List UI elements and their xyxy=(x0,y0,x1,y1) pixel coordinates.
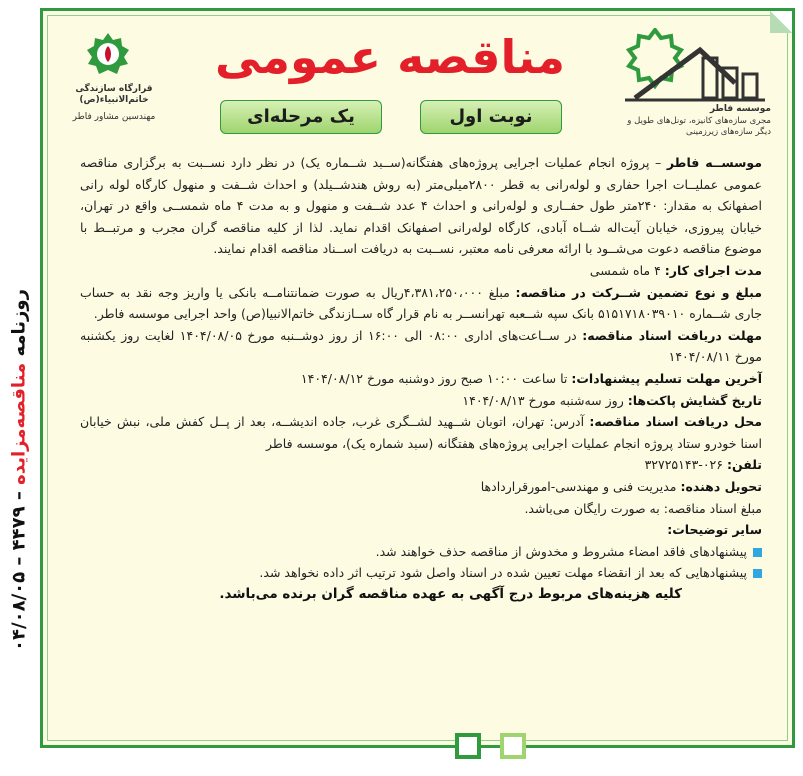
square-bullet-icon xyxy=(753,548,762,557)
decor-square-icon xyxy=(455,733,481,759)
page-title: مناقصه عمومی xyxy=(214,30,565,84)
field-value: تا ساعت ۱۰:۰۰ صبح روز دوشنبه مورخ ۱۴۰۴/۰۸/۱۲ xyxy=(300,370,572,386)
field-doc-deadline xyxy=(80,325,762,368)
left-seal-text: قرارگاه سازندگی خاتم‌الانبیاء(ص) xyxy=(75,84,153,105)
field-address xyxy=(80,411,762,454)
newspaper-strip xyxy=(2,289,36,651)
newspaper-issue: – ۴۴۷۹ – ۰۴/۰۸/۰۵ xyxy=(8,484,30,651)
left-seal-subtitle: مهندسین مشاور فاطر xyxy=(72,112,156,122)
stage-badge: یک مرحله‌ای xyxy=(220,100,382,134)
field-value: مبلغ ۴،۳۸۱،۲۵۰،۰۰۰ریال به صورت ضمانتنامــه بانکی یا واریز وجه نقد به حساب جاری شــماره ۵۱۵۱۷۱۸۰۳۹۰۱۰ بانک سپه شــعبه تهرانســر به نام قرار گاه ســازندگی خاتم‌الانبیا(ص) واحد اجرایی موسسه فاطر. xyxy=(80,284,762,322)
field-value: مدیریت فنی و مهندسی-امورقراردادها xyxy=(480,478,681,494)
final-note: کلیه هزینه‌های مربوط درج آگهی به عهده مناقصه گران برنده می‌باشد. xyxy=(219,585,682,602)
building-logo-icon xyxy=(615,28,775,106)
newspaper-name: روزنامه xyxy=(8,289,30,357)
field-guarantee xyxy=(80,282,762,325)
field-label: تلفن: xyxy=(726,457,762,473)
field-label: محل دریافت اسناد مناقصه: xyxy=(589,414,763,430)
field-label: مدت اجرای کار: xyxy=(664,262,762,278)
left-seal xyxy=(64,32,164,142)
square-bullet-icon xyxy=(753,569,762,578)
decor-square-icon xyxy=(500,733,526,759)
doc-price: مبلغ اسناد مناقصه: به صورت رایگان می‌باشد. xyxy=(524,500,762,516)
round-badge: نوبت اول xyxy=(420,100,562,134)
emblem-icon xyxy=(86,32,130,76)
field-label: مهلت دریافت اسناد مناقصه: xyxy=(582,327,763,343)
intro-paragraph xyxy=(80,152,762,260)
field-value: آدرس: تهران، اتوبان شــهید لشــگری غرب، جاده اندیشــه، بعد از پــل کفش ملی، نبش خیابان اسنا خودرو ستاد پروژه انجام عملیات اجرایی پروژه‌های هفتگانه (سبد شماره یک)، موسسه فاطر xyxy=(80,414,762,451)
newspaper-brand: مناقصه‌مزایده xyxy=(8,362,30,485)
field-label: مبلغ و نوع تضمین شــرکت در مناقصه: xyxy=(515,284,762,300)
field-phone xyxy=(80,454,762,476)
company-logo-name: موسسه فاطر xyxy=(709,104,771,114)
company-logo xyxy=(615,28,775,138)
field-value: ۴ ماه شمسی xyxy=(589,262,665,278)
field-opening-date xyxy=(80,390,762,412)
note-item xyxy=(80,562,762,584)
field-value: ۰۲۶-۳۲۷۲۵۱۴۳ xyxy=(644,457,727,473)
notes-heading: سایر توضیحات: xyxy=(667,522,762,538)
field-deliverer xyxy=(80,476,762,498)
intro-lead: موسســه فاطر xyxy=(666,155,762,170)
field-label: آخرین مهلت تسلیم پیشنهادات: xyxy=(571,370,762,386)
intro-text: – پروژه انجام عملیات اجرایی پروژه‌های هفتگانه(ســبد شــماره یک) در نظر دارد نســبت به برگزاری مناقصه عمومی عملیــات اجرا حفاری و لوله‌رانی به قطر ۲۸۰۰میلی‌متر (به روش هندشــیلد) و احداث شــفت و منهول کارگاه لوله رانی اصفهانک به مقدار: ۲۴۰متر طول حفــاری و لوله‌رانی و احداث ۴ عدد شــفت و منهول و به مدت ۴ ماه شمســی واقع در تهران، خیابان پیروزی، خیابان آیت‌اله شــاه آبادی، کارگاه لوله‌رانی اصفهانک اقدام نماید. لذا از کلیه مناقصه گران مجرب و مرتبــط با موضوع مناقصه دعوت می‌شــود با ارائه معرفی نامه معتبر، نســبت به دریافت اســناد مناقصه اقدام نمایند. xyxy=(80,155,762,257)
field-value: در ســاعت‌های اداری ۰۸:۰۰ الی ۱۶:۰۰ از روز دوشــنبه مورخ ۱۴۰۴/۰۸/۰۵ لغایت روز یکشنبه مورخ ۱۴۰۴/۰۸/۱۱ xyxy=(80,327,762,365)
field-submission-deadline xyxy=(80,368,762,390)
note-item xyxy=(80,541,762,563)
field-duration xyxy=(80,260,762,282)
note-text: پیشنهادهای فاقد امضاء مشروط و مخدوش از مناقصه حذف خواهند شد. xyxy=(375,543,747,559)
ad-body xyxy=(80,152,762,605)
note-text: پیشنهادهایی که بعد از انقضاء مهلت تعیین شده در اسناد واصل شود ترتیب اثر داده نخواهد شد. xyxy=(259,565,747,581)
newspaper-issue-label xyxy=(9,289,30,651)
company-logo-subtitle: مجری سازه‌های کانیزه، تونل‌های طویل و دیگر سازه‌های زیرزمینی xyxy=(627,116,771,137)
field-label: تاریخ گشایش پاکت‌ها: xyxy=(627,392,762,408)
field-value: روز سه‌شنبه مورخ ۱۴۰۴/۰۸/۱۳ xyxy=(462,392,628,408)
field-label: تحویل دهنده: xyxy=(680,478,762,494)
